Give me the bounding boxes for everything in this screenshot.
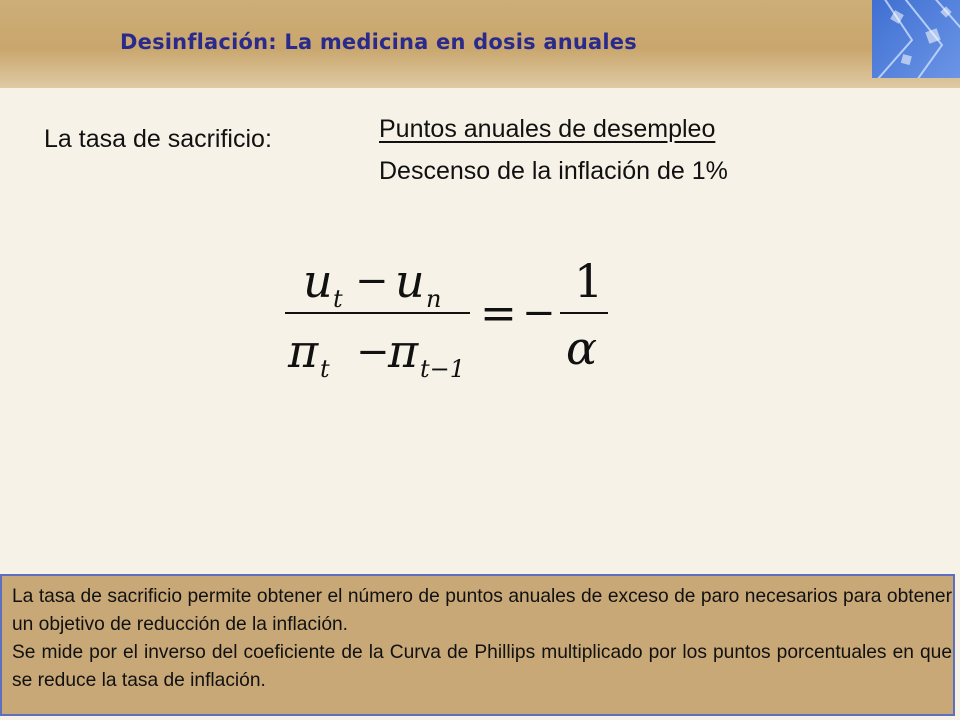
eq-minus-rhs: −: [522, 290, 556, 336]
corner-decoration-graphic: [872, 0, 960, 78]
eq-alpha: α: [566, 321, 598, 375]
explanation-paragraph-1: La tasa de sacrificio permite obtener el número de puntos anuales de exceso de paro necesarios para obtener un objetivo de reducción de la inflación.: [12, 586, 952, 635]
eq-pi-t1: π: [388, 324, 419, 378]
eq-u-n: u: [395, 254, 425, 308]
ratio-denominator-text: Descenso de la inflación de 1%: [379, 157, 728, 185]
explanation-paragraph-2: Se mide por el inverso del coeficiente de la Curva de Phillips multiplicado por los puntos porcentuales en que se reduce la tasa de inflación.: [12, 642, 952, 691]
corner-pattern-icon: [872, 0, 960, 78]
explanation-text: [12, 583, 952, 695]
eq-minus-top: −: [355, 258, 389, 304]
ratio-numerator-text: Puntos anuales de desempleo: [379, 115, 716, 143]
eq-minus-bottom: −: [356, 329, 390, 375]
slide-title: Desinflación: La medicina en dosis anuales: [120, 30, 637, 54]
eq-pi-t: π: [288, 324, 319, 378]
eq-one: 1: [574, 254, 604, 308]
eq-equals: =: [480, 288, 517, 339]
sacrifice-ratio-equation: [270, 240, 630, 390]
eq-u-n-subscript: n: [426, 285, 442, 313]
eq-pi-t1-subscript: t−1: [420, 355, 466, 383]
eq-u-t-subscript: t: [333, 285, 343, 313]
sacrifice-ratio-label: La tasa de sacrificio:: [44, 125, 272, 153]
eq-pi-t-subscript: t: [320, 355, 330, 383]
explanation-box: [0, 574, 955, 716]
eq-u-t: u: [303, 254, 333, 308]
